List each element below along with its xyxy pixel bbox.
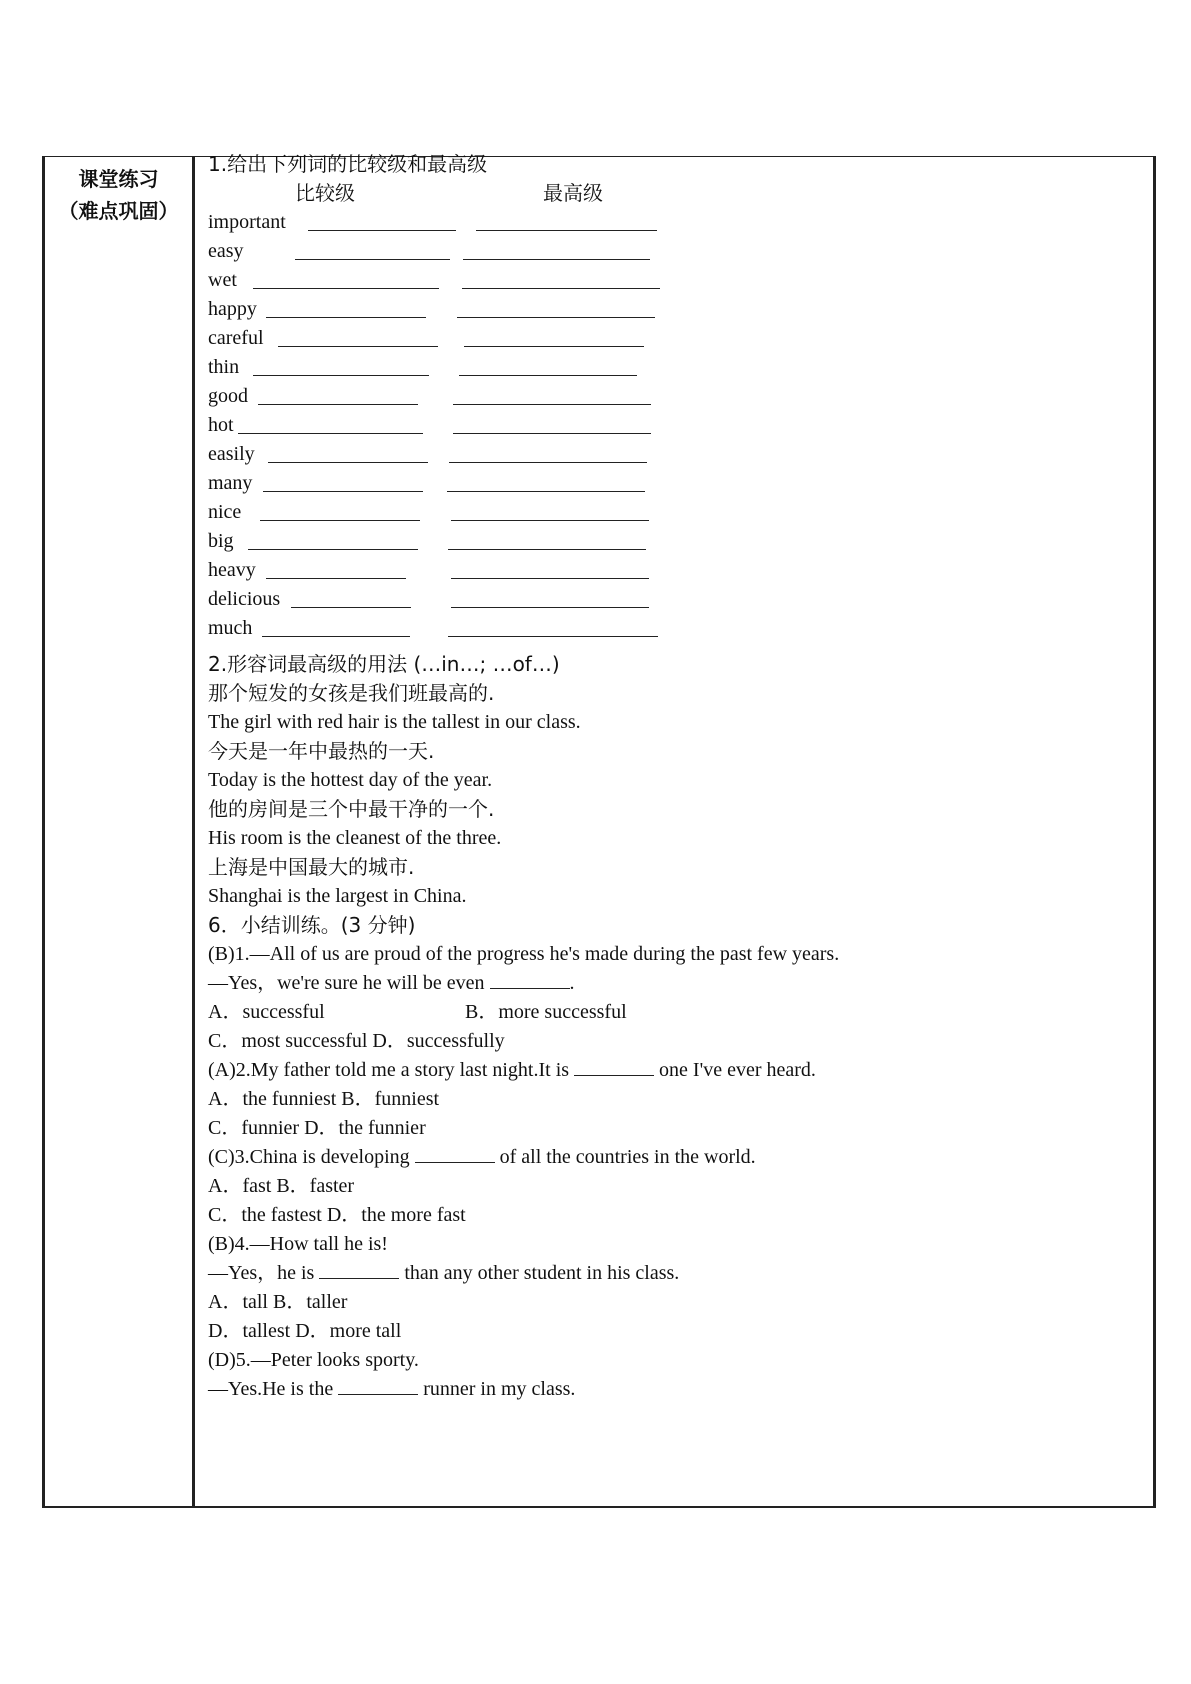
part1-title: 1.给出下列词的比较级和最高级 [208,152,488,176]
superlative-blank-9[interactable] [449,462,647,463]
sentence-cn-4: 上海是中国最大的城市. [208,855,415,879]
q4-options-ab: A．tall B．taller [208,1291,348,1313]
q1-reply-text: —Yes，we're sure he will be even [208,972,490,994]
word-6: thin [208,356,240,378]
superlative-blank-13[interactable] [451,578,649,579]
sentence-en-1: The girl with red hair is the tallest in our class. [208,711,581,733]
comparative-blank-13[interactable] [266,578,406,579]
word-12: big [208,530,234,552]
superlative-blank-10[interactable] [447,491,645,492]
superlative-blank-4[interactable] [457,317,655,318]
comparative-blank-3[interactable] [253,288,439,289]
section-label-cell [45,157,195,1506]
q3-text-b: of all the countries in the world. [494,1146,756,1168]
q4-reply [208,1258,679,1288]
word-1: important [208,211,286,233]
comparative-blank-2[interactable] [295,259,450,260]
word-8: hot [208,414,234,436]
q2-options-ab: A．the funniest B．funniest [208,1088,440,1110]
word-7: good [208,385,248,407]
q5-text-b: runner in my class. [418,1378,576,1400]
superlative-blank-12[interactable] [448,549,646,550]
word-10: many [208,472,253,494]
q2-options-cd: C．funnier D．the funnier [208,1117,426,1139]
exercise-content-cell [198,152,1153,1506]
q2-answer-blank[interactable] [574,1057,654,1076]
q2-text-b: one I've ever heard. [654,1059,816,1081]
q3-options-ab: A．fast B．faster [208,1175,355,1197]
q1-reply-end: . [569,972,575,994]
q2-text-a: (A)2.My father told me a story last night.It is [208,1059,575,1081]
comparative-blank-10[interactable] [263,491,423,492]
q5-answer-blank[interactable] [338,1376,418,1395]
q5-text-a: —Yes.He is the [208,1378,339,1400]
word-4: happy [208,298,257,320]
q1-option-b: B．more successful [465,1001,627,1023]
superlative-blank-7[interactable] [453,404,651,405]
q1-prompt: (B)1.—All of us are proud of the progress he's made during the past few years. [208,943,840,965]
comparative-blank-15[interactable] [262,636,410,637]
part6-title: 6．小结训练。(3 分钟) [208,913,416,937]
word-11: nice [208,501,242,523]
comparative-header: 比较级 [295,181,355,205]
comparative-blank-6[interactable] [253,375,429,376]
sentence-en-2: Today is the hottest day of the year. [208,769,493,791]
word-13: heavy [208,559,256,581]
sentence-en-3: His room is the cleanest of the three. [208,827,502,849]
q3-answer-blank[interactable] [415,1144,495,1163]
comparative-blank-5[interactable] [278,346,438,347]
sentence-cn-2: 今天是一年中最热的一天. [208,739,435,763]
superlative-blank-2[interactable] [463,259,650,260]
q1-options-cd: C．most successful D．successfully [208,1030,505,1052]
sentence-cn-1: 那个短发的女孩是我们班最高的. [208,681,495,705]
comparative-blank-14[interactable] [291,607,411,608]
superlative-blank-3[interactable] [462,288,660,289]
word-5: careful [208,327,264,349]
q4-text-a: —Yes，he is [208,1262,320,1284]
exercise-table [42,152,1156,1508]
q5-reply [208,1374,575,1404]
q4-options-cd: D．tallest D．more tall [208,1320,402,1342]
superlative-blank-1[interactable] [476,230,657,231]
superlative-blank-11[interactable] [451,520,649,521]
comparative-blank-4[interactable] [266,317,426,318]
q3-prompt [208,1142,756,1172]
section-title: 课堂练习 [78,167,159,191]
word-15: much [208,617,253,639]
superlative-blank-6[interactable] [459,375,637,376]
q1-answer-blank[interactable] [490,970,570,989]
superlative-header: 最高级 [543,181,603,205]
q4-text-b: than any other student in his class. [399,1262,680,1284]
q2-prompt [208,1055,816,1085]
comparative-blank-8[interactable] [238,433,423,434]
q1-reply [208,968,575,998]
q3-text-a: (C)3.China is developing [208,1146,415,1168]
superlative-blank-5[interactable] [464,346,644,347]
comparative-blank-9[interactable] [268,462,428,463]
q4-answer-blank[interactable] [319,1260,399,1279]
word-2: easy [208,240,244,262]
section-subtitle: （难点巩固） [58,199,179,223]
word-14: delicious [208,588,281,610]
comparative-blank-7[interactable] [258,404,418,405]
superlative-blank-15[interactable] [448,636,658,637]
q5-prompt: (D)5.—Peter looks sporty. [208,1349,419,1371]
q1-option-a: A．successful [208,1001,325,1023]
word-3: wet [208,269,237,291]
comparative-blank-11[interactable] [260,520,420,521]
word-9: easily [208,443,255,465]
sentence-cn-3: 他的房间是三个中最干净的一个. [208,797,495,821]
comparative-blank-1[interactable] [308,230,456,231]
part2-title: 2.形容词最高级的用法 (…in…; …of…) [208,652,560,676]
q4-prompt: (B)4.—How tall he is! [208,1233,388,1255]
sentence-en-4: Shanghai is the largest in China. [208,885,467,907]
comparative-blank-12[interactable] [248,549,418,550]
q3-options-cd: C．the fastest D．the more fast [208,1204,466,1226]
superlative-blank-14[interactable] [451,607,649,608]
superlative-blank-8[interactable] [453,433,651,434]
